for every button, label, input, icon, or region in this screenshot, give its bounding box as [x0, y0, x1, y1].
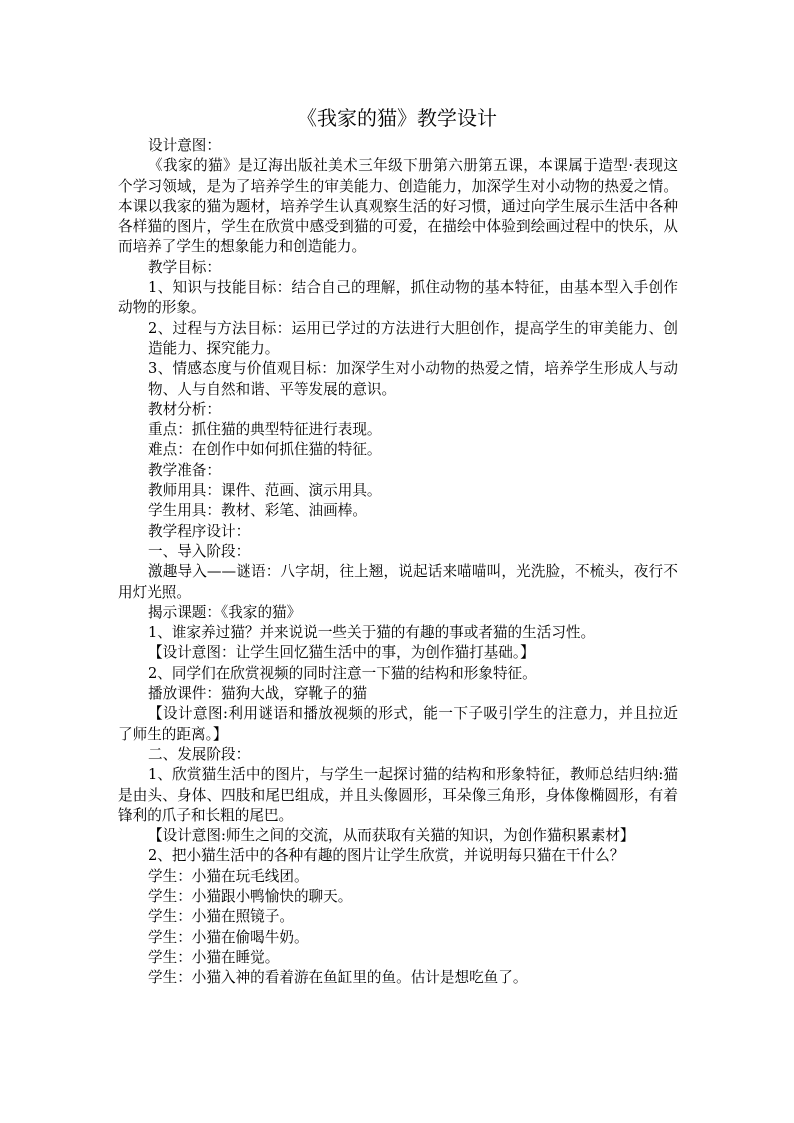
paragraph: 2、把小猫生活中的各种有趣的图片让学生欣赏，并说明每只猫在干什么？	[148, 847, 625, 865]
section-heading: 设计意图：	[148, 137, 221, 154]
student-answer: 学生：小猫在照镜子。	[148, 908, 294, 926]
paragraph: 重点：抓住猫的典型特征进行表现。	[148, 421, 382, 439]
paragraph: 学生用具：教材、彩笔、油画棒。	[148, 502, 367, 520]
paragraph: 教师用具：课件、范画、演示用具。	[148, 482, 382, 500]
document-body	[118, 136, 678, 988]
student-answer: 学生：小猫入神的看着游在鱼缸里的鱼。估计是想吃鱼了。	[148, 969, 528, 987]
design-intent-note: 【设计意图:师生之间的交流，从而获取有关猫的知识，为创作猫积累素材】	[148, 827, 635, 845]
design-intent-note: 【设计意图:利用谜语和播放视频的形式，能一下子吸引学生的注意力，并且拉近了师生的距离。】	[118, 705, 678, 743]
section-heading: 教学准备：	[148, 461, 221, 479]
paragraph: 1、谁家养过猫？并来说说一些关于猫的有趣的事或者猫的生活习性。	[148, 624, 596, 642]
paragraph: 《我家的猫》是辽海出版社美术三年级下册第六册第五课，本课属于造型·表现这个学习领域，是为了培养学生的审美能力、创造能力，加深学生对小动物的热爱之情。本课以我家的猫为题材，培养学生认真观察生活的好习惯，通过向学生展示生活中各种各样猫的图片，学生在欣赏中感受到猫的可爱，在描绘中体验到绘画过程中的快乐，从而培养了学生的想象能力和创造能力。	[118, 157, 678, 256]
paragraph: 难点：在创作中如何抓住猫的特征。	[148, 441, 382, 459]
paragraph: 2、过程与方法目标：运用已学过的方法进行大胆创作，提高学生的审美能力、创造能力、探究能力。	[148, 319, 678, 357]
paragraph: 播放课件：猫狗大战，穿靴子的猫	[148, 685, 367, 703]
student-answer: 学生：小猫在玩毛线团。	[148, 867, 309, 885]
paragraph: 3、情感态度与价值观目标：加深学生对小动物的热爱之情，培养学生形成人与动物、人与自然和谐、平等发展的意识。	[148, 360, 678, 398]
student-answer: 学生：小猫在睡觉。	[148, 948, 280, 966]
section-heading: 二、发展阶段：	[148, 745, 251, 763]
section-heading: 教材分析：	[148, 400, 221, 418]
paragraph: 1、知识与技能目标：结合自己的理解，抓住动物的基本特征，由基本型入手创作动物的形象。	[118, 279, 678, 317]
section-heading: 一、导入阶段：	[148, 542, 251, 560]
document-title: 《我家的猫》教学设计	[297, 106, 497, 130]
paragraph: 1、欣赏猫生活中的图片，与学生一起探讨猫的结构和形象特征，教师总结归纳:猫是由头、身体、四肢和尾巴组成，并且头像圆形，耳朵像三角形，身体像椭圆形，有着锋利的爪子和长粗的尾巴。	[118, 766, 678, 824]
paragraph: 2、同学们在欣赏视频的同时注意一下猫的结构和形象特征。	[148, 664, 537, 682]
section-heading: 教学程序设计：	[148, 522, 251, 540]
design-intent-note: 【设计意图：让学生回忆猫生活中的事，为创作猫打基础。】	[148, 644, 535, 662]
section-heading: 教学目标：	[148, 258, 221, 276]
student-answer: 学生：小猫在偷喝牛奶。	[148, 928, 309, 946]
paragraph: 激趣导入——谜语：八字胡，往上翘，说起话来喵喵叫，光洗脸，不梳头，夜行不用灯光照。	[118, 563, 678, 601]
paragraph: 揭示课题：《我家的猫》	[148, 603, 302, 621]
student-answer: 学生：小猫跟小鸭愉快的聊天。	[148, 887, 353, 905]
